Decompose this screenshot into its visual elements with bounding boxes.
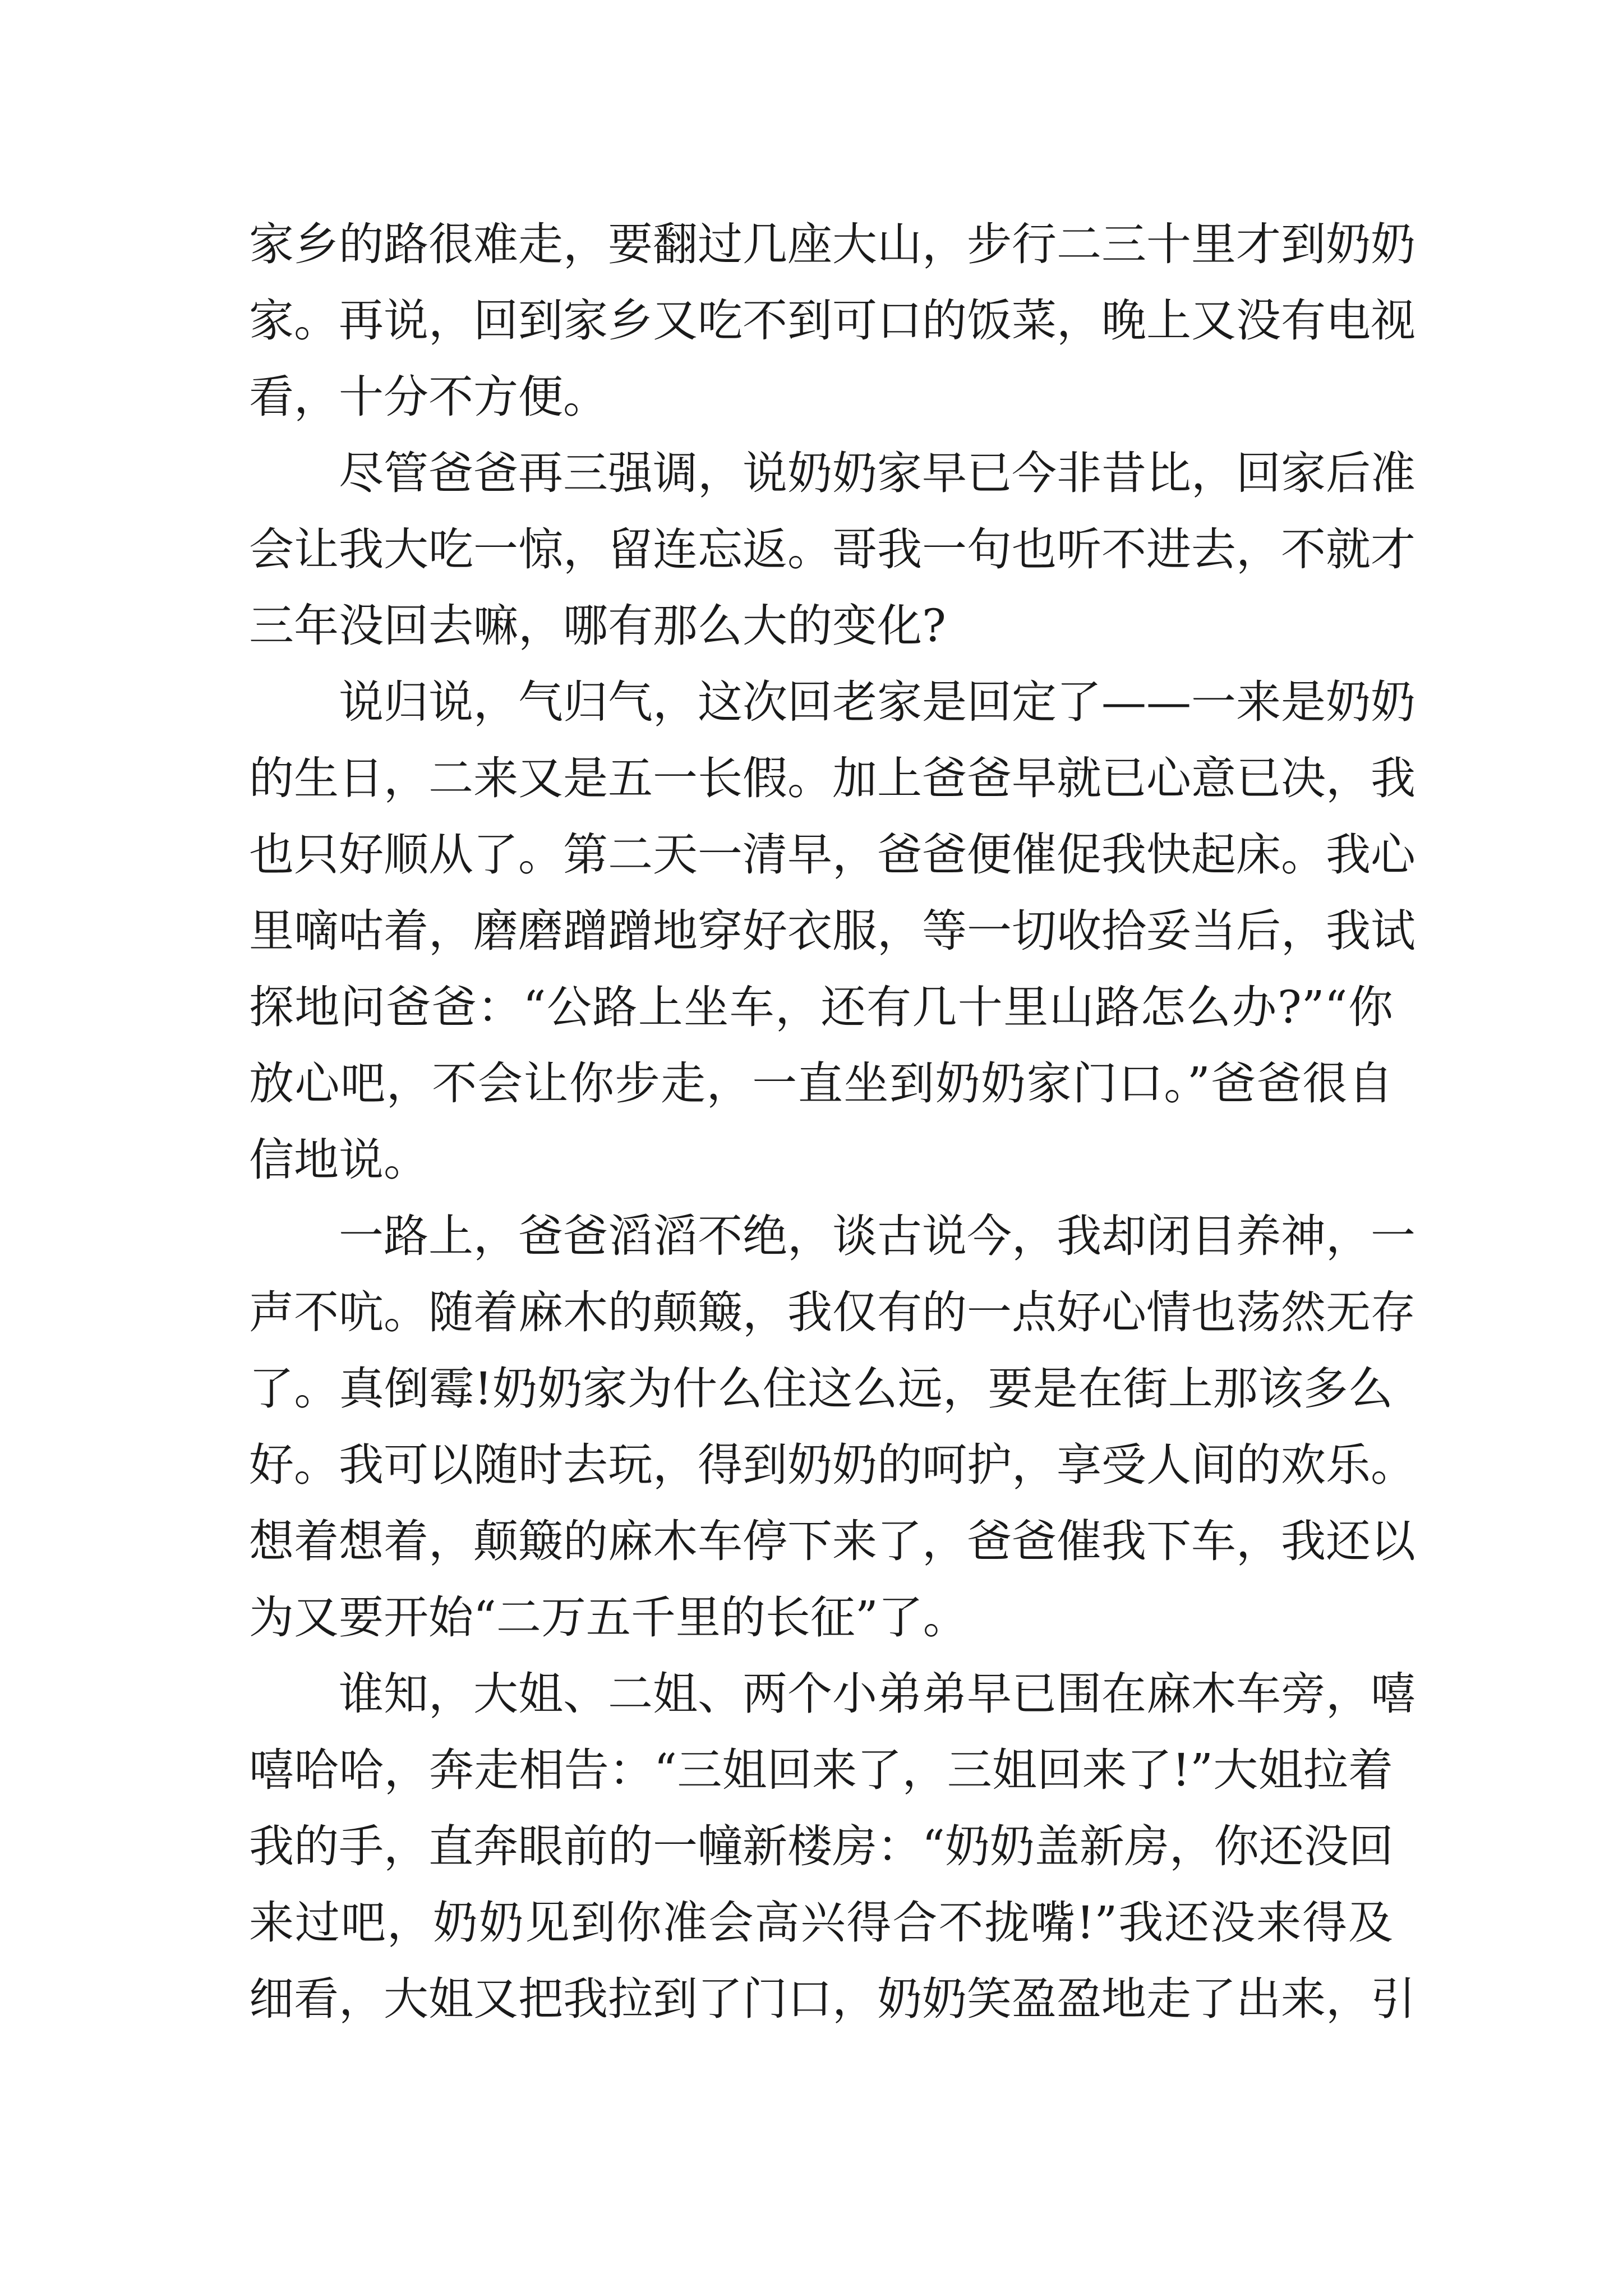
paragraph-3 [249, 664, 1415, 1198]
text-line: 好。我可以随时去玩，得到奶奶的呵护，享受人间的欢乐。 [249, 1439, 1415, 1491]
text-line: 的生日，二来又是五一长假。加上爸爸早就已心意已决，我 [249, 752, 1415, 804]
text-line: 会让我大吃一惊，留连忘返。哥我一句也听不进去，不就才 [249, 523, 1415, 576]
text-line: 里嘀咕着，磨磨蹭蹭地穿好衣服，等一切收拾妥当后，我试 [249, 905, 1415, 957]
paragraph-5 [249, 1656, 1415, 2037]
text-line: 放心吧，不会让你步走，一直坐到奶奶家门口。”爸爸很自 [249, 1057, 1393, 1110]
text-line: 家乡的路很难走，要翻过几座大山，步行二三十里才到奶奶 [249, 218, 1415, 270]
text-line: 一路上，爸爸滔滔不绝，谈古说今，我却闭目养神，一 [339, 1210, 1415, 1262]
text-line: 了。真倒霉!奶奶家为什么住这么远，要是在街上那该多么 [249, 1363, 1393, 1415]
paragraph-1 [249, 206, 1415, 435]
text-line: 探地问爸爸：“公路上坐车，还有几十里山路怎么办?”“你 [249, 981, 1393, 1033]
text-line: 来过吧，奶奶见到你准会高兴得合不拢嘴!”我还没来得及 [249, 1897, 1393, 1949]
paragraph-4 [249, 1198, 1415, 1656]
text-line: 想着想着，颠簸的麻木车停下来了，爸爸催我下车，我还以 [249, 1515, 1415, 1567]
text-line: 我的手，直奔眼前的一幢新楼房：“奶奶盖新房，你还没回 [249, 1820, 1394, 1872]
text-line: 说归说，气归气，这次回老家是回定了——一来是奶奶 [339, 676, 1415, 728]
text-line: 三年没回去嘛，哪有那么大的变化? [249, 600, 946, 652]
text-line: 谁知，大姐、二姐、两个小弟弟早已围在麻木车旁，嘻 [339, 1668, 1415, 1720]
text-line: 也只好顺从了。第二天一清早，爸爸便催促我快起床。我心 [249, 829, 1415, 881]
paragraph-2 [249, 435, 1415, 664]
text-line: 声不吭。随着麻木的颠簸，我仅有的一点好心情也荡然无存 [249, 1286, 1415, 1338]
text-line: 家。再说，回到家乡又吃不到可口的饭菜，晚上又没有电视 [249, 295, 1415, 347]
text-line: 看，十分不方便。 [249, 371, 608, 423]
text-line: 尽管爸爸再三强调，说奶奶家早已今非昔比，回家后准 [339, 447, 1415, 499]
text-line: 嘻哈哈，奔走相告：“三姐回来了，三姐回来了!”大姐拉着 [249, 1744, 1393, 1796]
text-line: 为又要开始“二万五千里的长征”了。 [249, 1591, 968, 1644]
body-text [249, 206, 1415, 2037]
text-line: 细看，大姐又把我拉到了门口，奶奶笑盈盈地走了出来，引 [249, 1973, 1415, 2025]
text-line: 信地说。 [249, 1134, 428, 1186]
